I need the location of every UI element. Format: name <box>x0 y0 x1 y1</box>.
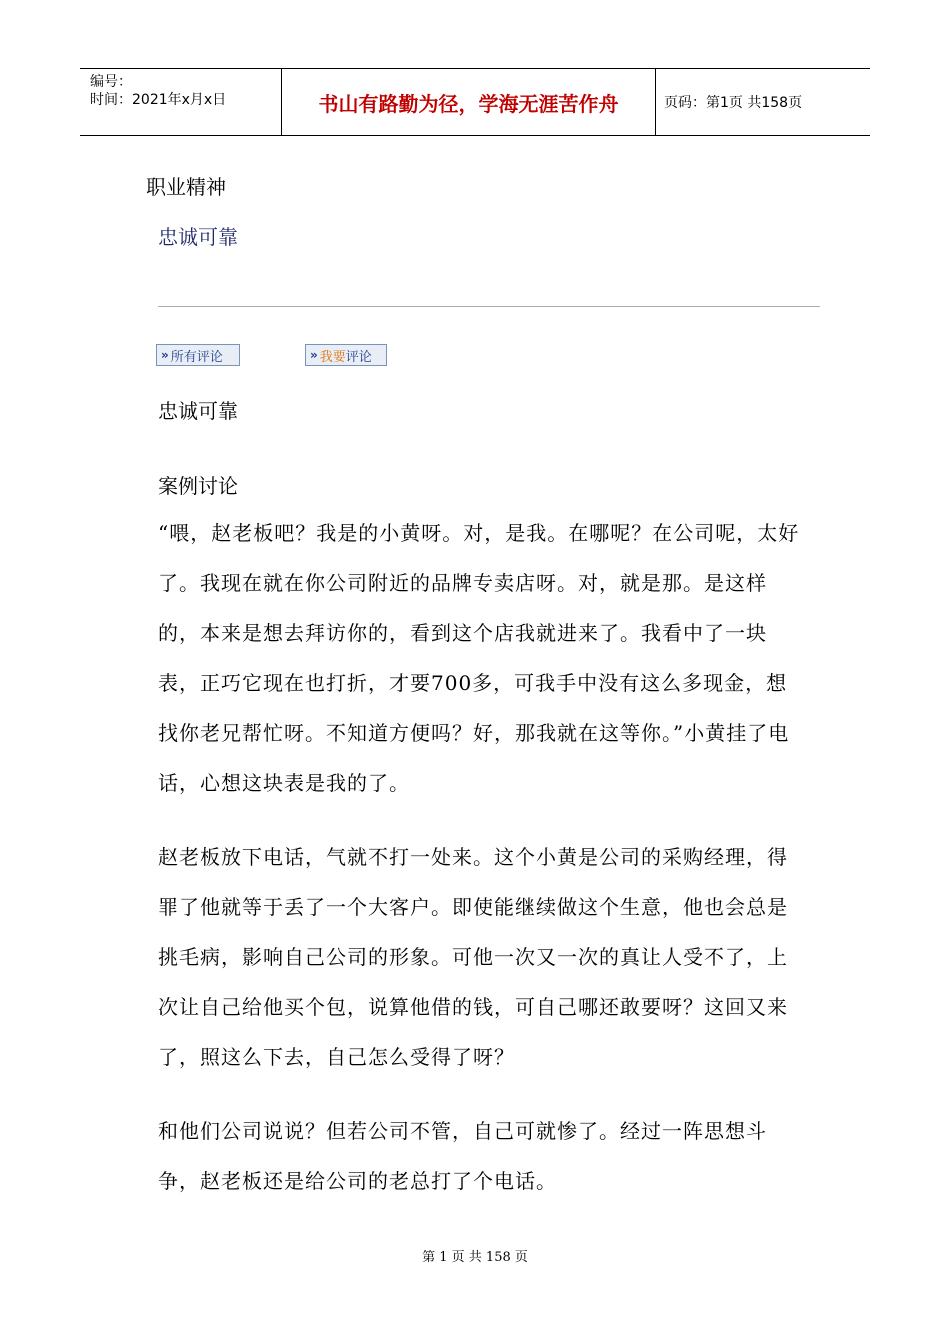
header-table <box>80 68 870 136</box>
double-chevron-icon: » <box>310 348 318 362</box>
category-label: 职业精神 <box>146 175 226 199</box>
paragraph-1: “喂，赵老板吧？我是的小黄呀。对，是我。在哪呢？在公司呢，太好了。我现在就在你公司附近的品牌专卖店呀。对，就是那。是这样的，本来是想去拜访你的，看到这个店我就进来了。我看中了一块表，正巧它现在也打折，才要700多，可我手中没有这么多现金，想找你老兄帮忙呀。不知道方便吗？好，那我就在这等你。”小黄挂了电话，心想这块表是我的了。 <box>158 521 800 795</box>
header-page-label: 页码：第1页 共158页 <box>664 95 803 111</box>
subtitle: 忠诚可靠 <box>158 399 238 423</box>
paragraph-3: 和他们公司说说？但若公司不管，自己可就惨了。经过一阵思想斗争，赵老板还是给公司的老总打了个电话。 <box>158 1119 767 1193</box>
divider <box>158 306 820 307</box>
header-motto: 书山有路勤为径，学海无涯苦作舟 <box>282 69 656 135</box>
page-footer: 第 1 页 共 158 页 <box>422 1250 528 1265</box>
section-heading: 案例讨论 <box>158 474 238 498</box>
time-label: 时间：2021年x月x日 <box>90 92 227 108</box>
number-label: 编号： <box>90 74 132 90</box>
header-left-cell <box>80 69 282 135</box>
article-title[interactable]: 忠诚可靠 <box>158 225 238 249</box>
paragraph-2: 赵老板放下电话，气就不打一处来。这个小黄是公司的采购经理，得罪了他就等于丢了一个大客户。即使能继续做这个生意，他也会总是挑毛病，影响自己公司的形象。可他一次又一次的真让人受不了，上次让自己给他买个包，说算他借的钱，可自己哪还敢要呀？这回又来了，照这么下去，自己怎么受得了呀？ <box>158 845 788 1069</box>
double-chevron-icon: » <box>161 348 169 362</box>
my-comment-button[interactable]: » 我要 评论 <box>305 344 387 366</box>
all-comments-button[interactable]: » 所有 评论 <box>156 344 240 366</box>
